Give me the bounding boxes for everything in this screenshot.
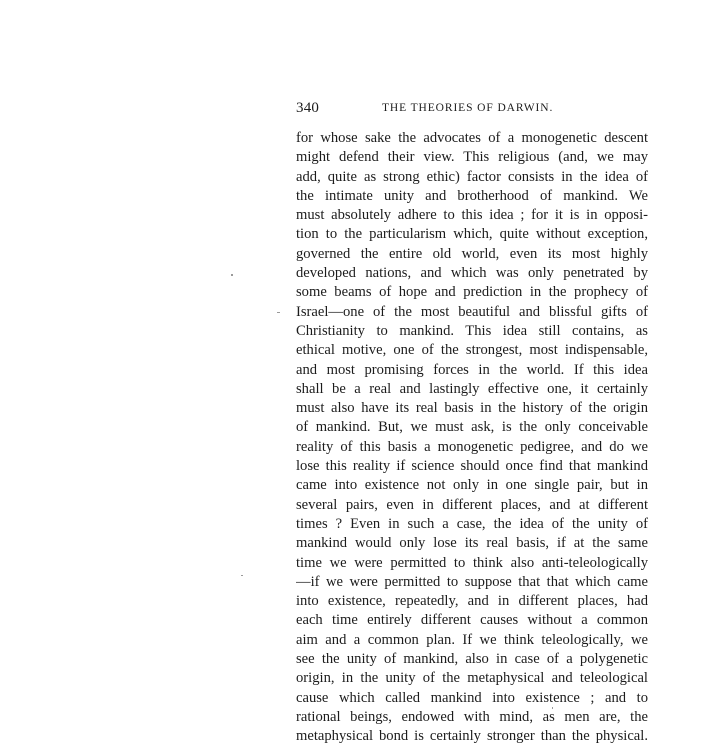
text-line: time we were permitted to think also anti-teleologically <box>296 554 648 571</box>
text-line: might defend their view. This religious (and, we may <box>296 149 648 166</box>
text-line: each time entirely different causes without a common <box>296 612 648 629</box>
text-line: must also have its real basis in the history of the origin <box>296 400 648 417</box>
text-line: rational beings, endowed with mind, as men are, the <box>296 708 648 725</box>
text-line: ethical motive, one of the strongest, most indispensable, <box>296 342 648 359</box>
text-line: for whose sake the advocates of a monogenetic descent <box>296 130 648 146</box>
body-text <box>296 129 648 747</box>
text-line: must absolutely adhere to this idea ; for it is in opposi- <box>296 207 648 224</box>
text-line: and most promising forces in the world. If this idea <box>296 361 648 378</box>
text-line: some beams of hope and prediction in the prophecy of <box>296 284 648 301</box>
text-line: developed nations, and which was only penetrated by <box>296 265 648 282</box>
text-line: governed the entire old world, even its most highly <box>296 245 648 262</box>
scan-speck <box>231 274 233 276</box>
running-title: THE THEORIES OF DARWIN. <box>382 102 554 114</box>
text-line: mankind would only lose its real basis, if at the same <box>296 535 648 552</box>
text-line: origin, in the unity of the metaphysical and teleological <box>296 670 648 687</box>
text-line: of mankind. But, we must ask, is the only conceivable <box>296 419 648 436</box>
text-line: cause which called mankind into existence ; and to <box>296 689 648 706</box>
text-line: came into existence not only in one single pair, but in <box>296 477 648 494</box>
text-line: tion to the particularism which, quite without exception, <box>296 226 648 243</box>
text-line: —if we were permitted to suppose that that which came <box>296 573 648 590</box>
running-head <box>296 100 648 118</box>
text-line: reality of this basis a monogenetic pedigree, and do we <box>296 438 648 455</box>
text-line: Israel—one of the most beautiful and blissful gifts of <box>296 303 648 320</box>
text-line: see the unity of mankind, also in case of a polygenetic <box>296 651 648 668</box>
text-line: aim and a common plan. If we think teleologically, we <box>296 631 648 648</box>
text-line: several pairs, even in different places, and at different <box>296 496 648 513</box>
text-line: shall be a real and lastingly effective one, it certainly <box>296 380 648 397</box>
text-line: add, quite as strong ethic) factor consists in the idea of <box>296 168 648 185</box>
text-line: into existence, repeatedly, and in different places, had <box>296 593 648 610</box>
scan-speck <box>241 575 243 576</box>
text-line: times ? Even in such a case, the idea of the unity of <box>296 515 648 532</box>
page-number: 340 <box>296 100 320 116</box>
text-line: the intimate unity and brotherhood of mankind. We <box>296 187 648 204</box>
text-line: metaphysical bond is certainly stronger than the physical. <box>296 728 648 745</box>
text-line: lose this reality if science should once find that mankind <box>296 458 648 475</box>
text-line: Christianity to mankind. This idea still contains, as <box>296 322 648 339</box>
scan-speck <box>552 707 553 709</box>
scan-speck <box>277 312 280 313</box>
